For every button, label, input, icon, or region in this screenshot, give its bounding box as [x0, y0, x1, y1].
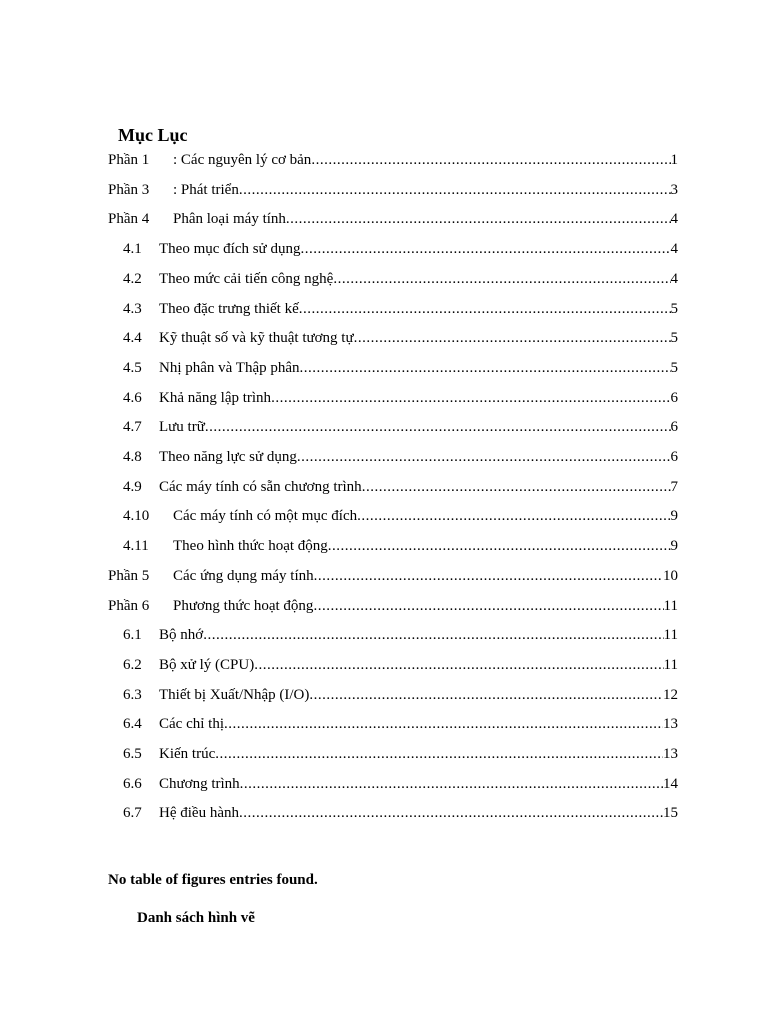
toc-entry-title: Khả năng lập trình — [159, 389, 272, 406]
toc-entry-title: Theo hình thức hoạt động — [173, 538, 328, 555]
toc-entry-page-number: 15 — [663, 805, 678, 822]
toc-dot-leader — [309, 685, 663, 705]
toc-entry-title: Phương thức hoạt động — [173, 597, 314, 614]
toc-entry[interactable] — [123, 801, 678, 823]
toc-entry-page-number: 5 — [670, 300, 678, 317]
toc-entry-page-number: 13 — [663, 716, 678, 733]
toc-entry-page-number: 11 — [663, 656, 678, 673]
toc-dot-leader — [205, 417, 671, 437]
toc-entry-title: Hệ điều hành — [159, 805, 239, 822]
toc-entry-page-number: 5 — [670, 330, 678, 347]
toc-dot-leader — [300, 239, 670, 259]
toc-entry-page-number: 4 — [670, 270, 678, 287]
toc-entry-page-number: 14 — [663, 775, 678, 792]
toc-entry[interactable] — [123, 267, 678, 289]
toc-entry-page-number: 9 — [670, 508, 678, 525]
toc-entry-number: 4.7 — [123, 419, 142, 436]
toc-entry-number: 6.2 — [123, 656, 142, 673]
toc-entry-page-number: 13 — [663, 746, 678, 762]
toc-entry-title: Nhị phân và Thập phân — [159, 359, 300, 376]
toc-entry-title: Theo đặc trưng thiết kế — [159, 300, 299, 317]
toc-dot-leader — [300, 358, 671, 378]
toc-dot-leader — [239, 180, 671, 200]
toc-entry-title: Các máy tính có sẵn chương trình — [159, 478, 362, 495]
toc-entry-number: 6.7 — [123, 805, 142, 822]
toc-entry-number: Phần 5 — [108, 567, 150, 584]
toc-entry-page-number: 4 — [670, 211, 678, 228]
toc-dot-leader — [254, 655, 663, 675]
toc-entry-number: 4.3 — [123, 300, 142, 317]
toc-entry-title: Kỹ thuật số và kỹ thuật tương tự — [159, 330, 354, 347]
toc-entry[interactable] — [123, 386, 678, 408]
toc-title: Mục Lục — [118, 125, 188, 145]
toc-entry[interactable] — [123, 415, 678, 437]
toc-dot-leader — [313, 596, 663, 616]
toc-entry-title: Theo năng lực sử dụng — [159, 449, 297, 465]
toc-entry[interactable] — [123, 237, 678, 259]
toc-entry-number: 6.3 — [123, 686, 142, 703]
toc-entry-title: Bộ nhớ — [159, 627, 204, 644]
toc-dot-leader — [362, 477, 671, 497]
toc-entry[interactable] — [123, 623, 678, 645]
toc-entry-number: 6.1 — [123, 627, 142, 644]
toc-entry[interactable] — [123, 445, 678, 467]
toc-entry[interactable] — [123, 534, 678, 556]
toc-entry-title: Theo mục đích sử dụng — [159, 241, 301, 258]
toc-dot-leader — [333, 269, 670, 289]
toc-entry-page-number: 12 — [663, 686, 678, 703]
toc-dot-leader — [314, 566, 663, 586]
toc-entry-number: Phần 1 — [108, 152, 150, 168]
toc-entry-number: 6.4 — [123, 716, 142, 733]
toc-entry-page-number: 4 — [670, 241, 678, 258]
toc-dot-leader — [354, 328, 671, 348]
toc-entry-page-number: 6 — [670, 449, 678, 465]
toc-dot-leader — [311, 150, 670, 170]
toc-entry-number: 4.8 — [123, 449, 142, 465]
toc-entry-title: Các máy tính có một mục đích — [173, 508, 358, 525]
toc-entry[interactable] — [123, 475, 678, 497]
toc-entry-page-number: 11 — [663, 597, 678, 614]
toc-entry-number: 4.10 — [123, 508, 150, 525]
toc-entry-title: : Các nguyên lý cơ bản — [173, 152, 312, 168]
toc-entry-number: 4.5 — [123, 359, 142, 376]
toc-entry[interactable] — [123, 504, 678, 526]
toc-entry-number: 4.9 — [123, 478, 142, 495]
toc-entry[interactable] — [108, 207, 678, 229]
toc-entry-page-number: 3 — [670, 181, 678, 198]
toc-dot-leader — [299, 299, 671, 319]
toc-entry-title: Phân loại máy tính — [173, 211, 286, 228]
toc-entry[interactable] — [123, 297, 678, 319]
toc-entry[interactable] — [123, 653, 678, 675]
toc-dot-leader — [240, 774, 663, 794]
toc-dot-leader — [203, 625, 663, 645]
toc-entry-number: 4.1 — [123, 241, 142, 258]
toc-dot-leader — [357, 506, 670, 526]
toc-entry[interactable] — [123, 356, 678, 378]
toc-entry-number: 6.6 — [123, 775, 142, 792]
toc-entry-title: Bộ xử lý (CPU) — [159, 656, 255, 673]
toc-entry-page-number: 11 — [663, 627, 678, 644]
toc-entry-title: : Phát triển — [173, 181, 239, 198]
figures-list-title: Danh sách hình vẽ — [137, 910, 255, 926]
toc-entry[interactable] — [123, 742, 678, 764]
toc-entry[interactable] — [123, 712, 678, 734]
toc-entry[interactable] — [108, 148, 678, 170]
toc-entry-number: 4.4 — [123, 330, 142, 347]
toc-entry-title: Kiến trúc — [159, 746, 216, 762]
toc-entry-number: 4.2 — [123, 270, 142, 287]
toc-entry-number: 6.5 — [123, 746, 142, 762]
toc-dot-leader — [286, 209, 671, 229]
toc-entry-number: Phần 3 — [108, 181, 150, 198]
toc-entry-page-number: 10 — [663, 567, 678, 584]
toc-dot-leader — [297, 447, 671, 467]
toc-entry[interactable] — [108, 594, 678, 616]
toc-dot-leader — [328, 536, 671, 556]
toc-entry-number: Phần 6 — [108, 597, 150, 614]
toc-entry-number: 4.6 — [123, 389, 142, 406]
toc-entry[interactable] — [108, 178, 678, 200]
toc-entry-page-number: 7 — [670, 478, 678, 495]
toc-entry-page-number: 9 — [670, 538, 678, 555]
toc-dot-leader — [215, 744, 663, 764]
toc-entry-title: Thiết bị Xuất/Nhập (I/O) — [159, 686, 310, 703]
toc-dot-leader — [239, 803, 663, 823]
toc-entry[interactable] — [123, 772, 678, 794]
toc-entry-title: Các chỉ thị — [159, 716, 224, 733]
toc-entry-page-number: 5 — [670, 359, 678, 376]
toc-entry[interactable] — [123, 683, 678, 705]
toc-dot-leader — [224, 714, 663, 734]
figures-notice: No table of figures entries found. — [108, 872, 318, 888]
toc-entry[interactable] — [123, 326, 678, 348]
toc-entry-title: Lưu trữ — [159, 419, 205, 436]
toc-entry-title: Các ứng dụng máy tính — [173, 567, 314, 584]
toc-entry-number: Phần 4 — [108, 211, 150, 228]
toc-entry[interactable] — [108, 564, 678, 586]
toc-entry-number: 4.11 — [123, 538, 149, 555]
toc-entry-title: Theo mức cải tiến công nghệ — [159, 270, 334, 287]
toc-entry-page-number: 6 — [670, 389, 678, 406]
toc-dot-leader — [271, 388, 670, 408]
toc-entry-page-number: 6 — [670, 419, 678, 436]
toc-entry-title: Chương trình — [159, 775, 240, 792]
toc-entry-page-number: 1 — [670, 152, 678, 168]
